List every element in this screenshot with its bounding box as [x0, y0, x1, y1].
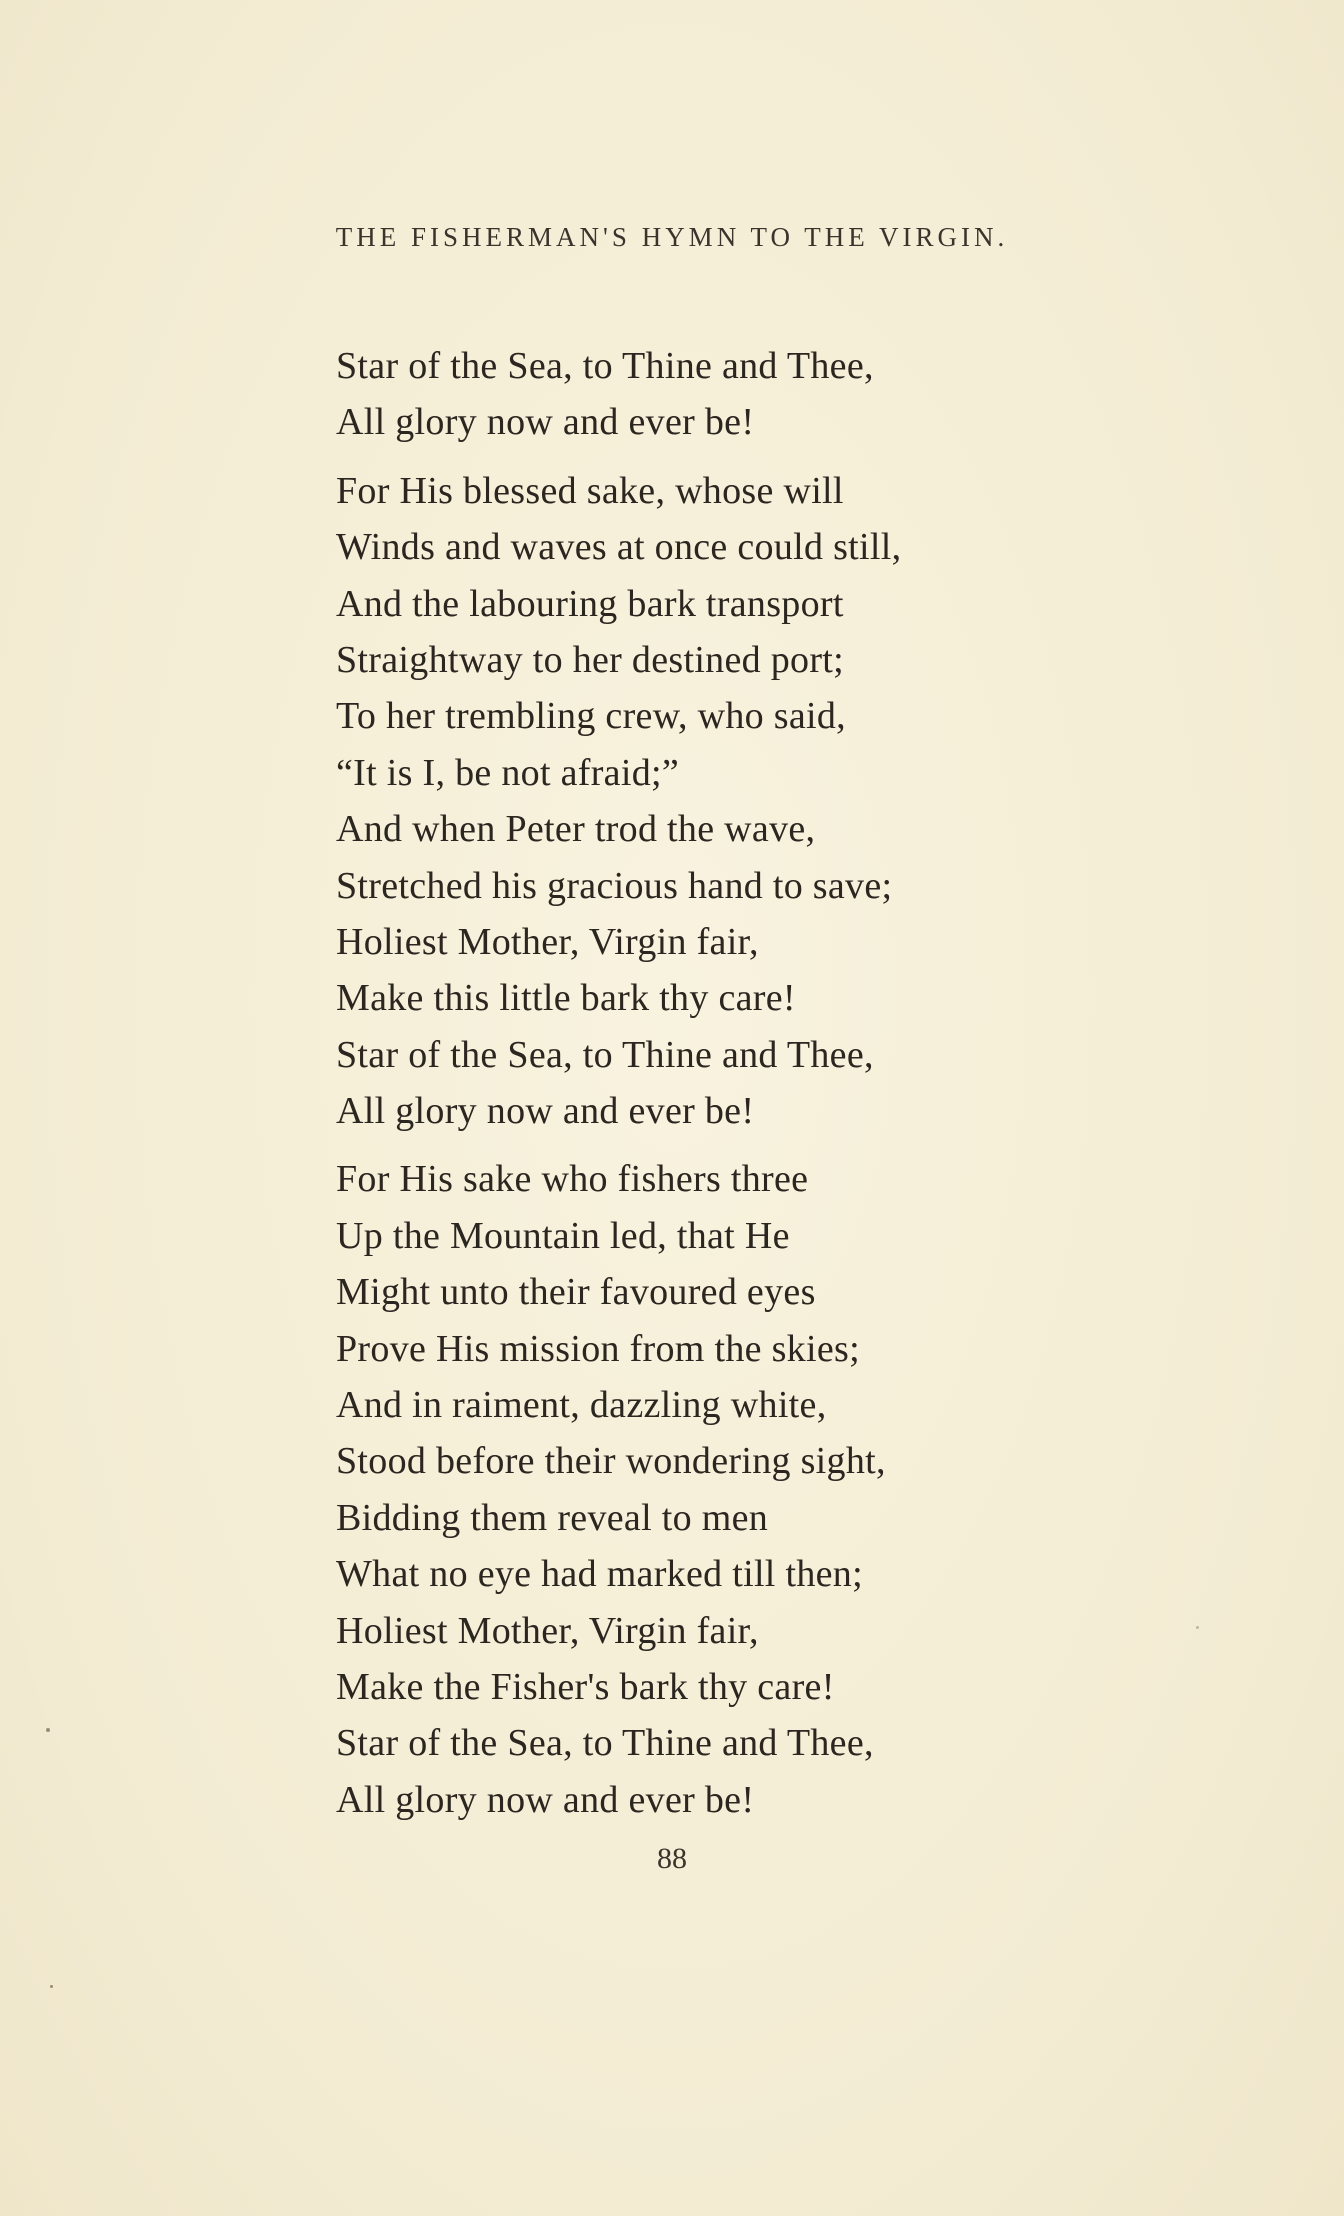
poem-line: To her trembling crew, who said,	[336, 695, 846, 738]
poem-line: Might unto their favoured eyes	[336, 1271, 816, 1314]
poem-line: All glory now and ever be!	[336, 1090, 755, 1133]
poem-line: For His sake who fishers three	[336, 1158, 809, 1201]
poem-line: Holiest Mother, Virgin fair,	[336, 1609, 759, 1652]
poem-line: Straightway to her destined port;	[336, 638, 845, 681]
poem-line: “It is I, be not afraid;”	[336, 751, 680, 794]
paper-speck	[46, 1728, 50, 1732]
paper-speck	[1196, 1626, 1199, 1629]
poem-line: Make this little bark thy care!	[336, 977, 796, 1020]
poem-line: And the labouring bark transport	[336, 582, 844, 625]
stanza-refrain-opening	[336, 338, 1096, 451]
poem-line: And when Peter trod the wave,	[336, 808, 816, 851]
poem-line: For His blessed sake, whose will	[336, 469, 844, 512]
poem	[336, 338, 1096, 1840]
stanza-three	[336, 1151, 1096, 1828]
poem-line: And in raiment, dazzling white,	[336, 1384, 827, 1427]
poem-line: Winds and waves at once could still,	[336, 526, 902, 569]
poem-line: Star of the Sea, to Thine and Thee,	[336, 345, 874, 387]
poem-line: All glory now and ever be!	[336, 1778, 755, 1821]
stanza-two	[336, 463, 1096, 1140]
running-head: THE FISHERMAN'S HYMN TO THE VIRGIN.	[335, 222, 1009, 252]
paper-speck	[50, 1985, 53, 1988]
poem-line: All glory now and ever be!	[336, 401, 755, 444]
poem-line: Stretched his gracious hand to save;	[336, 864, 893, 907]
page-number: 88	[657, 1842, 687, 1875]
poem-line: Holiest Mother, Virgin fair,	[336, 920, 759, 963]
poem-line: Stood before their wondering sight,	[336, 1440, 886, 1483]
poem-line: Prove His mission from the skies;	[336, 1327, 860, 1370]
poem-line: Star of the Sea, to Thine and Thee,	[336, 1033, 874, 1076]
poem-line: Up the Mountain led, that He	[336, 1214, 790, 1257]
poem-line: Make the Fisher's bark thy care!	[336, 1665, 835, 1708]
poem-line: What no eye had marked till then;	[336, 1553, 863, 1596]
poem-line: Star of the Sea, to Thine and Thee,	[336, 1722, 874, 1765]
poem-line: Bidding them reveal to men	[336, 1496, 769, 1539]
